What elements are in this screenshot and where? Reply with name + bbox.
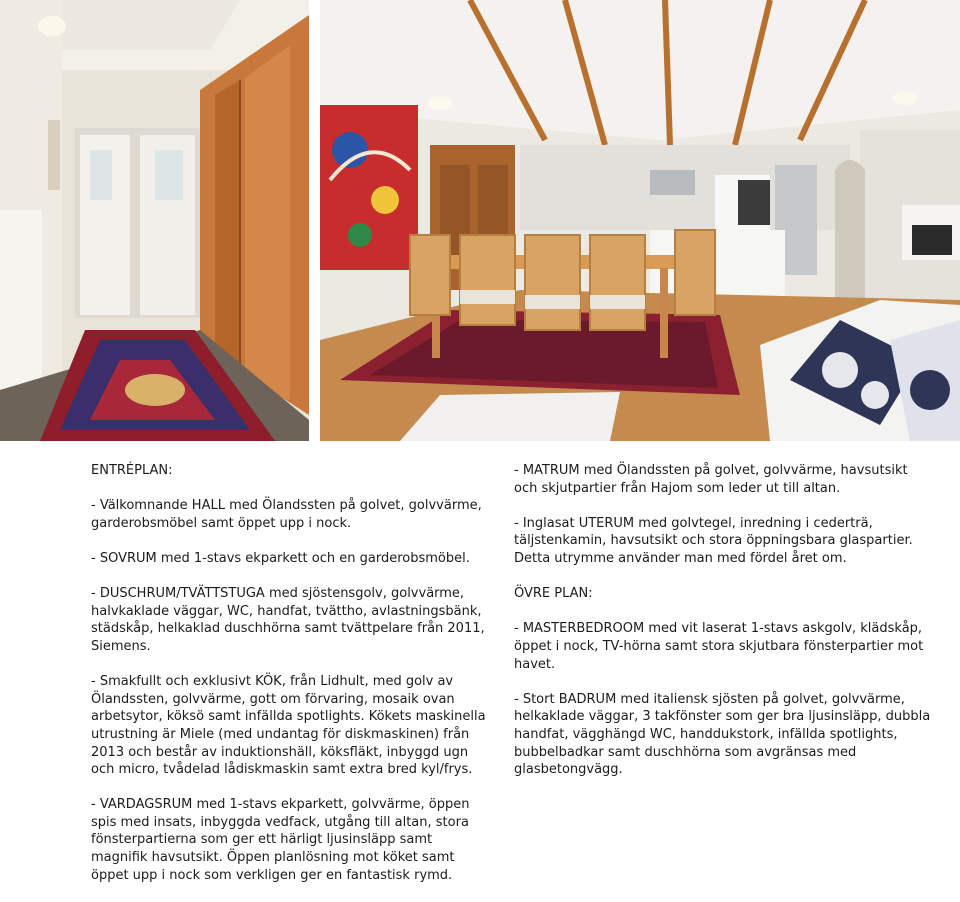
- left-text-column: [91, 462, 491, 902]
- paragraph-kok: - Smakfullt och exklusivt KÖK, från Lidhult, med golv av Ölandssten, golvvärme, gott om förvaring, mosaik ovan arbetsytor, köksö samt infällda spotlights. Kökets maskinella utrustning är Miele (med undantag för diskmaskinen) från 2013 och består av induktionshäll, köksfläkt, inbyggd ugn och micro, tvådelad lådiskmaskin samt extra bred kyl/frys.: [91, 674, 486, 778]
- dining-room-photo: [320, 0, 960, 441]
- right-text-column: [514, 462, 934, 796]
- paragraph-badrum: - Stort BADRUM med italiensk sjösten på golvet, golvvärme, helkaklade väggar, 3 takfönster som ger bra ljusinsläpp, dubbla handfat, vägghängd WC, handdukstork, infällda spotlights, bubbelbadkar samt duschhörna som avgränsas med glasbetongvägg.: [514, 691, 931, 778]
- section-heading-ovre-plan: ÖVRE PLAN:: [514, 586, 593, 602]
- paragraph-duschrum: - DUSCHRUM/TVÄTTSTUGA med sjöstensgolv, golvvärme, halvkaklade väggar, WC, handfat, tvättho, avlastningsbänk, städskåp, helkaklad duschhörna samt tvättpelare från 2011, Siemens.: [91, 586, 485, 654]
- paragraph-matrum: - MATRUM med Ölandssten på golvet, golvvärme, havsutsikt och skjutpartier från Hajom som leder ut till altan.: [514, 463, 908, 496]
- paragraph-sovrum: - SOVRUM med 1-stavs ekparkett och en garderobsmöbel.: [91, 550, 470, 566]
- section-heading-entreplan: ENTRÉPLAN:: [91, 463, 173, 478]
- paragraph-masterbedroom: - MASTERBEDROOM med vit laserat 1-stavs askgolv, klädskåp, öppet i nock, TV-hörna samt stora skjutbara fönsterpartier mot havet.: [514, 621, 924, 672]
- hall-photo: [0, 0, 309, 441]
- paragraph-hall: - Välkomnande HALL med Ölandssten på golvet, golvvärme, garderobsmöbel samt öppet upp i nock.: [91, 498, 482, 531]
- paragraph-vardagsrum: - VARDAGSRUM med 1-stavs ekparkett, golvvärme, öppen spis med insats, inbyggda vedfack, utgång till altan, stora fönsterpartierna som ger ett härligt ljusinsläpp samt magnifik havsutsikt. Öppen planlösning mot köket samt öppet upp i nock som verkligen ger en fantastisk rymd.: [91, 797, 470, 883]
- paragraph-uterum: - Inglasat UTERUM med golvtegel, inredning i cederträ, täljstenkamin, havsutsikt och stora öppningsbara glaspartier. Detta utrymme använder man med fördel året om.: [514, 515, 913, 566]
